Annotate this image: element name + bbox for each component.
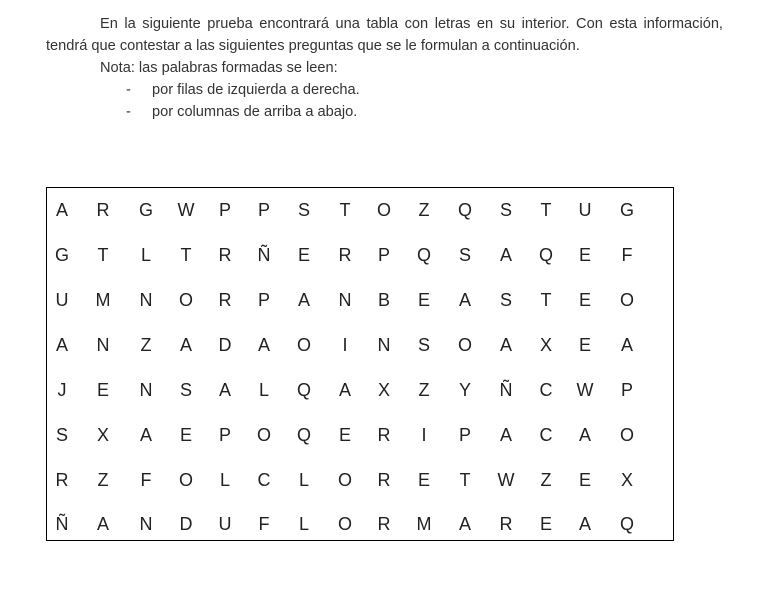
grid-letter: X	[539, 335, 552, 355]
grid-letter: A	[338, 380, 351, 400]
grid-letter: X	[96, 425, 109, 445]
grid-letter: G	[54, 245, 69, 265]
grid-letter: L	[140, 245, 151, 265]
grid-letter: R	[218, 245, 232, 265]
grid-letter: E	[417, 470, 430, 490]
grid-letter: Q	[619, 514, 634, 534]
grid-letter: F	[621, 245, 633, 265]
grid-letter: Ñ	[257, 245, 271, 265]
grid-letter: S	[55, 425, 68, 445]
grid-letter: U	[578, 200, 592, 220]
grid-letter: T	[540, 290, 552, 310]
note-line: Nota: las palabras formadas se leen:	[100, 60, 338, 76]
grid-letter: S	[499, 200, 512, 220]
grid-letter: E	[417, 290, 430, 310]
grid-letter: A	[139, 425, 152, 445]
grid-letter: A	[55, 335, 68, 355]
grid-letter: R	[96, 200, 110, 220]
grid-letter: N	[139, 514, 153, 534]
grid-row	[47, 323, 673, 368]
grid-row	[47, 278, 673, 323]
grid-letter: E	[578, 335, 591, 355]
grid-letter: P	[377, 245, 390, 265]
grid-letter: A	[297, 290, 310, 310]
grid-letter: Q	[457, 200, 472, 220]
grid-letter: E	[297, 245, 310, 265]
grid-letter: D	[218, 335, 232, 355]
bullet-dash: -	[126, 104, 131, 120]
bullet-text-columns: por columnas de arriba a abajo.	[152, 104, 358, 120]
grid-letter: O	[376, 200, 391, 220]
grid-row	[47, 233, 673, 278]
instructions	[46, 13, 723, 123]
grid-letter: Ñ	[499, 380, 513, 400]
grid-letter: T	[180, 245, 192, 265]
grid-letter: T	[339, 200, 351, 220]
grid-row	[47, 188, 673, 233]
grid-letter: M	[416, 514, 432, 534]
letter-grid	[46, 187, 674, 541]
grid-letter: T	[459, 470, 471, 490]
intro-paragraph: En la siguiente prueba encontrará una tabla con letras en su interior. Con esta información, tendrá que contestar a las siguientes preguntas que se le formulan a continuación.	[46, 16, 723, 54]
grid-letter: O	[619, 290, 634, 310]
bullet-columns	[46, 101, 723, 123]
grid-letter: O	[296, 335, 311, 355]
grid-letter: Q	[538, 245, 553, 265]
grid-letter: I	[421, 425, 427, 445]
grid-letter: P	[620, 380, 633, 400]
grid-letter: P	[218, 425, 231, 445]
grid-letter: O	[457, 335, 472, 355]
grid-letter: C	[257, 470, 271, 490]
grid-letter: D	[179, 514, 193, 534]
grid-letter: Y	[458, 380, 471, 400]
grid-letter: A	[96, 514, 109, 534]
grid-letter: J	[57, 380, 67, 400]
grid-letter: Q	[296, 380, 311, 400]
grid-letter: R	[338, 245, 352, 265]
bullet-text-rows: por filas de izquierda a derecha.	[152, 82, 360, 98]
grid-letter: A	[499, 335, 512, 355]
grid-letter: A	[499, 245, 512, 265]
grid-letter: E	[578, 290, 591, 310]
grid-row	[47, 413, 673, 458]
grid-letter: A	[578, 514, 591, 534]
grid-letter: O	[619, 425, 634, 445]
grid-letter: A	[179, 335, 192, 355]
grid-letter: C	[539, 425, 553, 445]
grid-letter: A	[55, 200, 68, 220]
grid-letter: T	[540, 200, 552, 220]
grid-letter: S	[458, 245, 471, 265]
grid-letter: Z	[140, 335, 152, 355]
grid-letter: Ñ	[55, 514, 69, 534]
grid-letter: F	[140, 470, 152, 490]
grid-letter: N	[377, 335, 391, 355]
grid-letter: O	[178, 470, 193, 490]
grid-letter: O	[178, 290, 193, 310]
grid-letter: A	[578, 425, 591, 445]
grid-letter: L	[298, 514, 309, 534]
grid-letter: N	[338, 290, 352, 310]
grid-letter: W	[177, 200, 195, 220]
grid-letter: E	[539, 514, 552, 534]
grid-letter: I	[342, 335, 348, 355]
grid-letter: N	[139, 380, 153, 400]
grid-row	[47, 368, 673, 413]
grid-letter: Q	[416, 245, 431, 265]
grid-letter: O	[256, 425, 271, 445]
grid-letter: E	[96, 380, 109, 400]
grid-letter: R	[499, 514, 513, 534]
grid-letter: T	[97, 245, 109, 265]
grid-letter: X	[377, 380, 390, 400]
grid-letter: E	[338, 425, 351, 445]
grid-letter: F	[258, 514, 270, 534]
grid-letter: S	[179, 380, 192, 400]
grid-letter: Q	[296, 425, 311, 445]
grid-letter: R	[377, 425, 391, 445]
grid-letter: A	[218, 380, 231, 400]
grid-letter: R	[218, 290, 232, 310]
grid-letter: Z	[97, 470, 109, 490]
grid-letter: S	[499, 290, 512, 310]
grid-letter: Z	[418, 380, 430, 400]
grid-letter: W	[497, 470, 515, 490]
grid-letter: A	[257, 335, 270, 355]
grid-letter: G	[619, 200, 634, 220]
grid-row	[47, 502, 673, 547]
grid-letter: A	[458, 290, 471, 310]
grid-letter: B	[377, 290, 390, 310]
grid-letter: E	[179, 425, 192, 445]
grid-letter: L	[219, 470, 230, 490]
grid-letter: M	[95, 290, 111, 310]
grid-letter: O	[337, 470, 352, 490]
grid-letter: G	[138, 200, 153, 220]
grid-letter: U	[218, 514, 232, 534]
grid-letter: R	[55, 470, 69, 490]
grid-letter: A	[620, 335, 633, 355]
grid-letter: L	[298, 470, 309, 490]
grid-row	[47, 458, 673, 503]
grid-letter: U	[55, 290, 69, 310]
grid-letter: Z	[418, 200, 430, 220]
grid-letter: O	[337, 514, 352, 534]
grid-letter: A	[458, 514, 471, 534]
grid-letter: P	[218, 200, 231, 220]
grid-letter: X	[620, 470, 633, 490]
grid-letter: P	[257, 200, 270, 220]
grid-letter: N	[96, 335, 110, 355]
grid-letter: R	[377, 470, 391, 490]
grid-letter: P	[458, 425, 471, 445]
grid-letter: A	[499, 425, 512, 445]
grid-letter: R	[377, 514, 391, 534]
bullet-rows	[46, 79, 723, 101]
grid-letter: E	[578, 245, 591, 265]
grid-letter: C	[539, 380, 553, 400]
grid-letter: S	[297, 200, 310, 220]
grid-letter: N	[139, 290, 153, 310]
grid-letter: P	[257, 290, 270, 310]
bullet-dash: -	[126, 82, 131, 98]
grid-letter: S	[417, 335, 430, 355]
grid-letter: E	[578, 470, 591, 490]
grid-letter: W	[576, 380, 594, 400]
grid-letter: Z	[540, 470, 552, 490]
grid-letter: L	[258, 380, 269, 400]
